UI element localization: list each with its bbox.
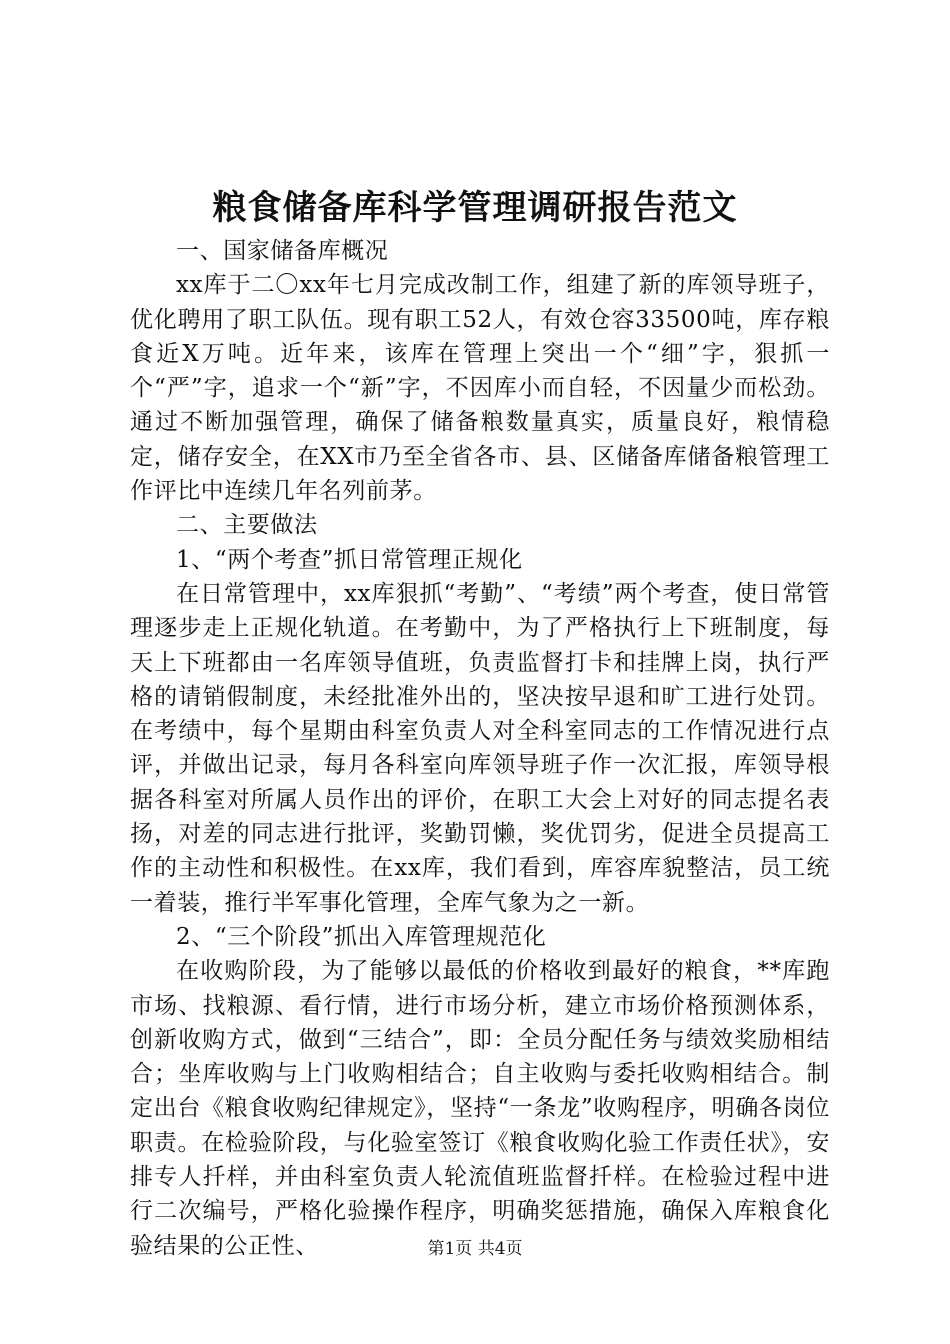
page-footer: 第1页 共4页 — [427, 1239, 523, 1259]
paragraph-overview: xx库于二〇xx年七月完成改制工作，组建了新的库领导班子，优化聘用了职工队伍。现有职工52人，有效仓容33500吨，库存粮食近X万吨。近年来，该库在管理上突出一个“细”字，狠抓一个“严”字，追求一个“新”字，不因库小而自轻，不因量少而松劲。通过不断加强管理，确保了储备粮数量真实，质量良好，粮情稳定，储存安全，在XX市乃至全省各市、县、区储备库储备粮管理工作评比中连续几年名列前茅。 — [130, 272, 830, 505]
paragraph-warehouse-management: 在收购阶段，为了能够以最低的价格收到最好的粮食，**库跑市场、找粮源、看行情，进行市场分析，建立市场价格预测体系，创新收购方式，做到“三结合”，即：全员分配任务与绩效奖励相结合；坐库收购与上门收购相结合；自主收购与委托收购相结合。制定出台《粮食收购纪律规定》，坚持“一条龙”收购程序，明确各岗位职责。在检验阶段，与化验室签订《粮食收购化验工作责任状》，安排专人扦样，并由科室负责人轮流值班监督扦样。在检验过程中进行二次编号，严格化验操作程序，明确奖惩措施，确保入库粮食化验结果的公正性、 — [130, 958, 830, 1259]
section-heading-practices: 二、主要做法 — [176, 512, 318, 539]
section-heading-overview: 一、国家储备库概况 — [176, 238, 389, 264]
paragraph-daily-management: 在日常管理中，xx库狠抓“考勤”、“考绩”两个考查，使日常管理逐步走上正规化轨道。在考勤中，为了严格执行上下班制度，每天上下班都由一名库领导值班，负责监督打卡和挂牌上岗，执行严格的请销假制度，未经批准外出的，坚决按早退和旷工进行处罚。在考绩中，每个星期由科室负责人对全科室同志的工作情况进行点评，并做出记录，每月各科室向库领导班子作一次汇报，库领导根据各科室对所属人员作出的评价，在职工大会上对好的同志提名表扬，对差的同志进行批评，奖勤罚懒，奖优罚劣，促进全员提高工作的主动性和积极性。在xx库，我们看到，库容库貌整洁，员工统一着装，推行半军事化管理，全库气象为之一新。 — [130, 580, 830, 916]
document-title: 粮食储备库科学管理调研报告范文 — [212, 188, 738, 228]
subheading-warehouse-management: 2、“三个阶段”抓出入库管理规范化 — [176, 923, 547, 950]
subheading-daily-management: 1、“两个考查”抓日常管理正规化 — [176, 546, 523, 573]
document-body — [130, 234, 830, 1263]
